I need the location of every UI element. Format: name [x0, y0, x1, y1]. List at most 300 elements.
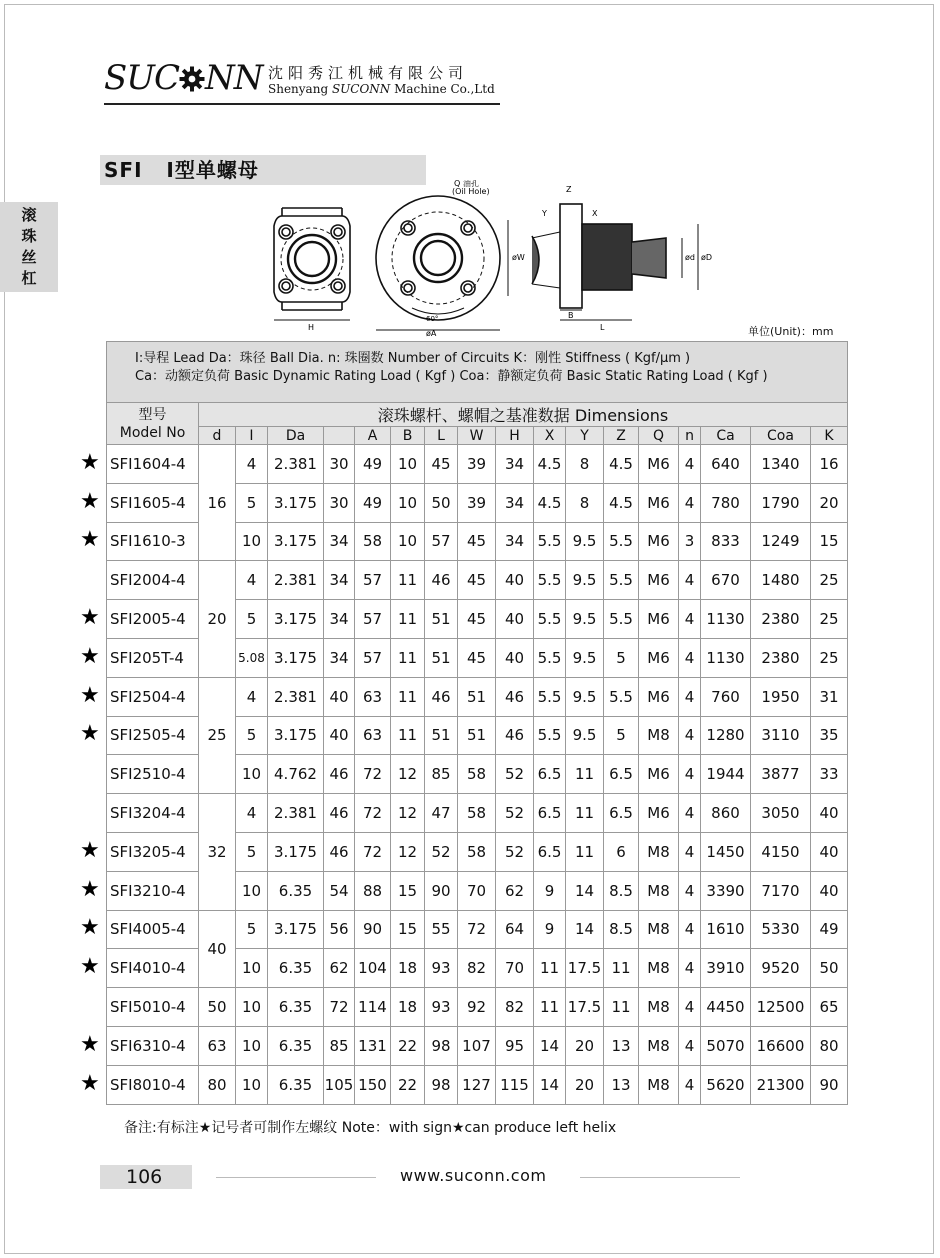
shaft-diameter-cell: 16: [199, 445, 236, 561]
value-cell: 70: [458, 871, 496, 910]
value-cell: 20: [566, 1065, 604, 1104]
value-cell: M6: [639, 445, 679, 484]
value-cell: 5.08: [236, 638, 268, 677]
value-cell: 63: [355, 716, 391, 755]
value-cell: 1130: [701, 638, 751, 677]
value-cell: M8: [639, 988, 679, 1027]
value-cell: 5.5: [604, 561, 639, 600]
model-cell: SFI2505-4: [107, 716, 199, 755]
value-cell: 4: [679, 600, 701, 639]
value-cell: 58: [458, 794, 496, 833]
value-cell: 10: [236, 949, 268, 988]
value-cell: 93: [425, 988, 458, 1027]
value-cell: 92: [458, 988, 496, 1027]
value-cell: 52: [496, 755, 534, 794]
value-cell: 52: [496, 832, 534, 871]
value-cell: 46: [324, 832, 355, 871]
value-cell: 9.5: [566, 522, 604, 561]
value-cell: 50: [811, 949, 848, 988]
value-cell: 4: [679, 794, 701, 833]
value-cell: 5: [236, 483, 268, 522]
value-cell: 7170: [751, 871, 811, 910]
column-header: X: [534, 427, 566, 445]
value-cell: 10: [236, 1065, 268, 1104]
value-cell: 57: [425, 522, 458, 561]
column-header: H: [496, 427, 534, 445]
value-cell: 54: [324, 871, 355, 910]
value-cell: 6.5: [604, 755, 639, 794]
value-cell: 4: [679, 677, 701, 716]
value-cell: 760: [701, 677, 751, 716]
model-cell: SFI1610-3: [107, 522, 199, 561]
legend-notes: [107, 342, 848, 403]
svg-text:øW: øW: [512, 253, 525, 262]
left-helix-star-icon: ★: [80, 721, 100, 747]
value-cell: 55: [425, 910, 458, 949]
value-cell: M8: [639, 716, 679, 755]
value-cell: 3.175: [268, 716, 324, 755]
value-cell: 4: [236, 561, 268, 600]
value-cell: 1130: [701, 600, 751, 639]
value-cell: 3.175: [268, 910, 324, 949]
value-cell: M6: [639, 755, 679, 794]
column-header: Da: [268, 427, 324, 445]
value-cell: 11: [534, 949, 566, 988]
value-cell: 5.5: [534, 716, 566, 755]
value-cell: 4.5: [534, 445, 566, 484]
value-cell: 45: [458, 561, 496, 600]
value-cell: 25: [811, 638, 848, 677]
left-helix-star-icon: ★: [80, 876, 100, 902]
left-helix-star-icon: ★: [80, 954, 100, 980]
value-cell: 6.35: [268, 988, 324, 1027]
value-cell: 1790: [751, 483, 811, 522]
value-cell: 3050: [751, 794, 811, 833]
value-cell: 1950: [751, 677, 811, 716]
value-cell: M6: [639, 483, 679, 522]
footer-rule-right: [580, 1177, 740, 1178]
value-cell: 1280: [701, 716, 751, 755]
dimensions-header: 滚珠螺杆、螺帽之基准数据 Dimensions: [199, 403, 848, 427]
legend-line: Ca：动额定负荷 Basic Dynamic Rating Load ( Kgf ) Coa：静额定负荷 Basic Static Rating Load ( Kgf ): [135, 369, 768, 384]
value-cell: 4: [236, 445, 268, 484]
svg-text:(Oil Hole): (Oil Hole): [452, 187, 490, 196]
value-cell: 70: [496, 949, 534, 988]
table-row: [107, 1065, 848, 1104]
value-cell: 9.5: [566, 716, 604, 755]
value-cell: 57: [355, 561, 391, 600]
value-cell: 10: [236, 755, 268, 794]
value-cell: 6.35: [268, 949, 324, 988]
value-cell: 40: [811, 794, 848, 833]
left-helix-star-icon: ★: [80, 449, 100, 475]
model-cell: SFI1604-4: [107, 445, 199, 484]
value-cell: 9.5: [566, 561, 604, 600]
value-cell: 46: [425, 561, 458, 600]
value-cell: 10: [391, 445, 425, 484]
model-cell: SFI5010-4: [107, 988, 199, 1027]
legend-line: I:导程 Lead Da：珠径 Ball Dia. n: 珠圈数 Number of Circuits K：刚性 Stiffness ( Kgf/μm ): [135, 351, 691, 366]
value-cell: 1944: [701, 755, 751, 794]
value-cell: 4: [236, 677, 268, 716]
value-cell: 5.5: [534, 677, 566, 716]
value-cell: 2.381: [268, 677, 324, 716]
value-cell: 82: [458, 949, 496, 988]
value-cell: 5070: [701, 1026, 751, 1065]
value-cell: 10: [236, 522, 268, 561]
column-header: I: [236, 427, 268, 445]
value-cell: 17.5: [566, 949, 604, 988]
table-row: [107, 910, 848, 949]
value-cell: 20: [811, 483, 848, 522]
value-cell: 11: [391, 716, 425, 755]
value-cell: 12500: [751, 988, 811, 1027]
value-cell: 64: [496, 910, 534, 949]
value-cell: 14: [566, 871, 604, 910]
value-cell: 5: [604, 716, 639, 755]
value-cell: 6.5: [534, 832, 566, 871]
value-cell: 46: [496, 677, 534, 716]
value-cell: 3.175: [268, 600, 324, 639]
value-cell: 8.5: [604, 910, 639, 949]
value-cell: 5.5: [534, 561, 566, 600]
value-cell: 40: [496, 561, 534, 600]
value-cell: 20: [566, 1026, 604, 1065]
value-cell: 11: [391, 677, 425, 716]
value-cell: 18: [391, 988, 425, 1027]
value-cell: 105: [324, 1065, 355, 1104]
side-tab-char: 杠: [21, 269, 37, 287]
model-cell: SFI1605-4: [107, 483, 199, 522]
value-cell: 45: [458, 522, 496, 561]
value-cell: 4: [679, 871, 701, 910]
value-cell: M6: [639, 522, 679, 561]
value-cell: 2.381: [268, 794, 324, 833]
value-cell: M6: [639, 794, 679, 833]
value-cell: 25: [811, 561, 848, 600]
value-cell: 72: [324, 988, 355, 1027]
value-cell: 35: [811, 716, 848, 755]
column-header: Coa: [751, 427, 811, 445]
value-cell: 1249: [751, 522, 811, 561]
value-cell: 45: [458, 638, 496, 677]
value-cell: 4: [679, 832, 701, 871]
model-cell: SFI2004-4: [107, 561, 199, 600]
left-helix-star-icon: ★: [80, 915, 100, 941]
value-cell: 51: [425, 716, 458, 755]
shaft-diameter-cell: 20: [199, 561, 236, 677]
value-cell: 10: [236, 988, 268, 1027]
page-title: SFI I型单螺母: [104, 158, 259, 182]
model-cell: SFI3204-4: [107, 794, 199, 833]
value-cell: 5.5: [534, 522, 566, 561]
value-cell: 40: [324, 677, 355, 716]
side-tab-char: 滚: [21, 206, 37, 224]
value-cell: 127: [458, 1065, 496, 1104]
left-helix-star-icon: ★: [80, 527, 100, 553]
value-cell: M8: [639, 832, 679, 871]
value-cell: 8.5: [604, 871, 639, 910]
value-cell: 30: [324, 445, 355, 484]
value-cell: 5330: [751, 910, 811, 949]
value-cell: 4450: [701, 988, 751, 1027]
value-cell: 63: [355, 677, 391, 716]
value-cell: 9: [534, 871, 566, 910]
value-cell: 5.5: [604, 522, 639, 561]
value-cell: 30: [324, 483, 355, 522]
value-cell: 31: [811, 677, 848, 716]
value-cell: 10: [391, 483, 425, 522]
value-cell: 11: [534, 988, 566, 1027]
value-cell: 8: [566, 483, 604, 522]
value-cell: 860: [701, 794, 751, 833]
value-cell: 33: [811, 755, 848, 794]
page-number: 106: [126, 1166, 163, 1188]
value-cell: 9.5: [566, 600, 604, 639]
logo-text-left: SUC: [104, 58, 179, 98]
value-cell: 115: [496, 1065, 534, 1104]
value-cell: 2380: [751, 600, 811, 639]
value-cell: 11: [604, 988, 639, 1027]
column-header: A: [355, 427, 391, 445]
brand-logo: [104, 58, 262, 98]
value-cell: 82: [496, 988, 534, 1027]
svg-text:L: L: [600, 323, 605, 332]
value-cell: 11: [391, 638, 425, 677]
value-cell: 12: [391, 794, 425, 833]
left-helix-star-icon: ★: [80, 1070, 100, 1096]
value-cell: 3: [679, 522, 701, 561]
svg-text:X: X: [592, 209, 598, 218]
value-cell: 49: [355, 483, 391, 522]
value-cell: 40: [324, 716, 355, 755]
value-cell: 11: [391, 600, 425, 639]
value-cell: 10: [236, 1026, 268, 1065]
company-name: [268, 64, 495, 96]
value-cell: 49: [355, 445, 391, 484]
value-cell: 56: [324, 910, 355, 949]
value-cell: 4: [679, 949, 701, 988]
value-cell: 11: [566, 832, 604, 871]
value-cell: 58: [458, 755, 496, 794]
value-cell: 6.35: [268, 871, 324, 910]
shaft-diameter-cell: 32: [199, 794, 236, 910]
column-header: [324, 427, 355, 445]
value-cell: 72: [355, 794, 391, 833]
table-row: [107, 1026, 848, 1065]
value-cell: 4.762: [268, 755, 324, 794]
value-cell: M8: [639, 1065, 679, 1104]
footnote: 备注:有标注★记号者可制作左螺纹 Note：with sign★can produce left helix: [124, 1120, 617, 1136]
value-cell: 90: [425, 871, 458, 910]
value-cell: 15: [391, 910, 425, 949]
value-cell: 9.5: [566, 677, 604, 716]
model-cell: SFI2504-4: [107, 677, 199, 716]
model-cell: SFI4010-4: [107, 949, 199, 988]
value-cell: 1340: [751, 445, 811, 484]
value-cell: 1610: [701, 910, 751, 949]
shaft-diameter-cell: 50: [199, 988, 236, 1027]
value-cell: 2.381: [268, 445, 324, 484]
value-cell: 5: [604, 638, 639, 677]
model-column-header: 型号 Model No: [107, 403, 199, 445]
value-cell: 4: [679, 445, 701, 484]
value-cell: 5: [236, 910, 268, 949]
table-row: [107, 794, 848, 833]
value-cell: 49: [811, 910, 848, 949]
value-cell: 14: [566, 910, 604, 949]
value-cell: 11: [604, 949, 639, 988]
value-cell: 34: [324, 561, 355, 600]
value-cell: 39: [458, 483, 496, 522]
website-url: www.suconn.com: [400, 1166, 547, 1185]
value-cell: 50: [425, 483, 458, 522]
value-cell: 8: [566, 445, 604, 484]
value-cell: M8: [639, 871, 679, 910]
column-header: Z: [604, 427, 639, 445]
model-cell: SFI3205-4: [107, 832, 199, 871]
value-cell: 34: [324, 638, 355, 677]
value-cell: 88: [355, 871, 391, 910]
value-cell: 40: [496, 600, 534, 639]
value-cell: M6: [639, 561, 679, 600]
value-cell: 72: [355, 755, 391, 794]
left-helix-star-icon: ★: [80, 488, 100, 514]
value-cell: 4: [679, 716, 701, 755]
value-cell: M8: [639, 1026, 679, 1065]
value-cell: 107: [458, 1026, 496, 1065]
value-cell: 21300: [751, 1065, 811, 1104]
value-cell: 4: [679, 1026, 701, 1065]
value-cell: 6.5: [604, 794, 639, 833]
value-cell: 6.5: [534, 755, 566, 794]
spec-table: [106, 341, 848, 1105]
value-cell: 25: [811, 600, 848, 639]
value-cell: 40: [811, 871, 848, 910]
value-cell: 11: [566, 794, 604, 833]
column-header: n: [679, 427, 701, 445]
value-cell: 3.175: [268, 832, 324, 871]
value-cell: 114: [355, 988, 391, 1027]
value-cell: 40: [811, 832, 848, 871]
value-cell: 12: [391, 755, 425, 794]
value-cell: 98: [425, 1026, 458, 1065]
value-cell: 15: [391, 871, 425, 910]
shaft-diameter-cell: 80: [199, 1065, 236, 1104]
value-cell: 57: [355, 638, 391, 677]
value-cell: 51: [425, 638, 458, 677]
company-name-cn: 沈阳秀江机械有限公司: [268, 64, 469, 82]
shaft-diameter-cell: 63: [199, 1026, 236, 1065]
value-cell: 16: [811, 445, 848, 484]
column-header: W: [458, 427, 496, 445]
logo-text-right: NN: [204, 58, 263, 98]
model-cell: SFI6310-4: [107, 1026, 199, 1065]
value-cell: 4.5: [604, 483, 639, 522]
value-cell: 4: [236, 794, 268, 833]
value-cell: 1480: [751, 561, 811, 600]
value-cell: 150: [355, 1065, 391, 1104]
value-cell: 85: [425, 755, 458, 794]
value-cell: 40: [496, 638, 534, 677]
value-cell: 45: [458, 600, 496, 639]
value-cell: 51: [425, 600, 458, 639]
value-cell: M6: [639, 600, 679, 639]
svg-text:Z: Z: [566, 185, 572, 194]
svg-text:B: B: [568, 311, 574, 320]
shaft-diameter-cell: 40: [199, 910, 236, 988]
value-cell: 62: [496, 871, 534, 910]
value-cell: 5.5: [604, 600, 639, 639]
svg-text:60°: 60°: [426, 315, 439, 323]
shaft-diameter-cell: 25: [199, 677, 236, 793]
value-cell: 22: [391, 1065, 425, 1104]
value-cell: M6: [639, 677, 679, 716]
unit-label: 单位(Unit)：mm: [748, 325, 834, 338]
value-cell: 4: [679, 561, 701, 600]
value-cell: M6: [639, 638, 679, 677]
model-cell: SFI2005-4: [107, 600, 199, 639]
value-cell: 65: [811, 988, 848, 1027]
model-cell: SFI3210-4: [107, 871, 199, 910]
left-helix-star-icon: ★: [80, 1031, 100, 1057]
value-cell: 4.5: [604, 445, 639, 484]
table-row: [107, 445, 848, 484]
value-cell: 62: [324, 949, 355, 988]
value-cell: 4: [679, 910, 701, 949]
value-cell: 17.5: [566, 988, 604, 1027]
value-cell: 22: [391, 1026, 425, 1065]
value-cell: 57: [355, 600, 391, 639]
value-cell: 3110: [751, 716, 811, 755]
value-cell: M8: [639, 910, 679, 949]
value-cell: 39: [458, 445, 496, 484]
value-cell: 6: [604, 832, 639, 871]
value-cell: 3390: [701, 871, 751, 910]
left-helix-star-icon: ★: [80, 682, 100, 708]
value-cell: 34: [496, 522, 534, 561]
value-cell: 640: [701, 445, 751, 484]
value-cell: 14: [534, 1026, 566, 1065]
value-cell: 3.175: [268, 638, 324, 677]
value-cell: 34: [324, 522, 355, 561]
value-cell: 90: [355, 910, 391, 949]
value-cell: 90: [811, 1065, 848, 1104]
column-header: Y: [566, 427, 604, 445]
value-cell: 5.5: [534, 600, 566, 639]
table-row: [107, 677, 848, 716]
value-cell: 46: [496, 716, 534, 755]
value-cell: 833: [701, 522, 751, 561]
value-cell: 46: [425, 677, 458, 716]
value-cell: 4: [679, 1065, 701, 1104]
value-cell: 2.381: [268, 561, 324, 600]
footer-rule-left: [216, 1177, 376, 1178]
value-cell: 131: [355, 1026, 391, 1065]
value-cell: 4: [679, 483, 701, 522]
value-cell: 58: [458, 832, 496, 871]
value-cell: 95: [496, 1026, 534, 1065]
value-cell: 52: [496, 794, 534, 833]
value-cell: 2380: [751, 638, 811, 677]
value-cell: 34: [496, 483, 534, 522]
value-cell: 4: [679, 988, 701, 1027]
value-cell: 4: [679, 638, 701, 677]
value-cell: 9520: [751, 949, 811, 988]
value-cell: 104: [355, 949, 391, 988]
nut-drawing: [262, 180, 722, 340]
value-cell: 3877: [751, 755, 811, 794]
